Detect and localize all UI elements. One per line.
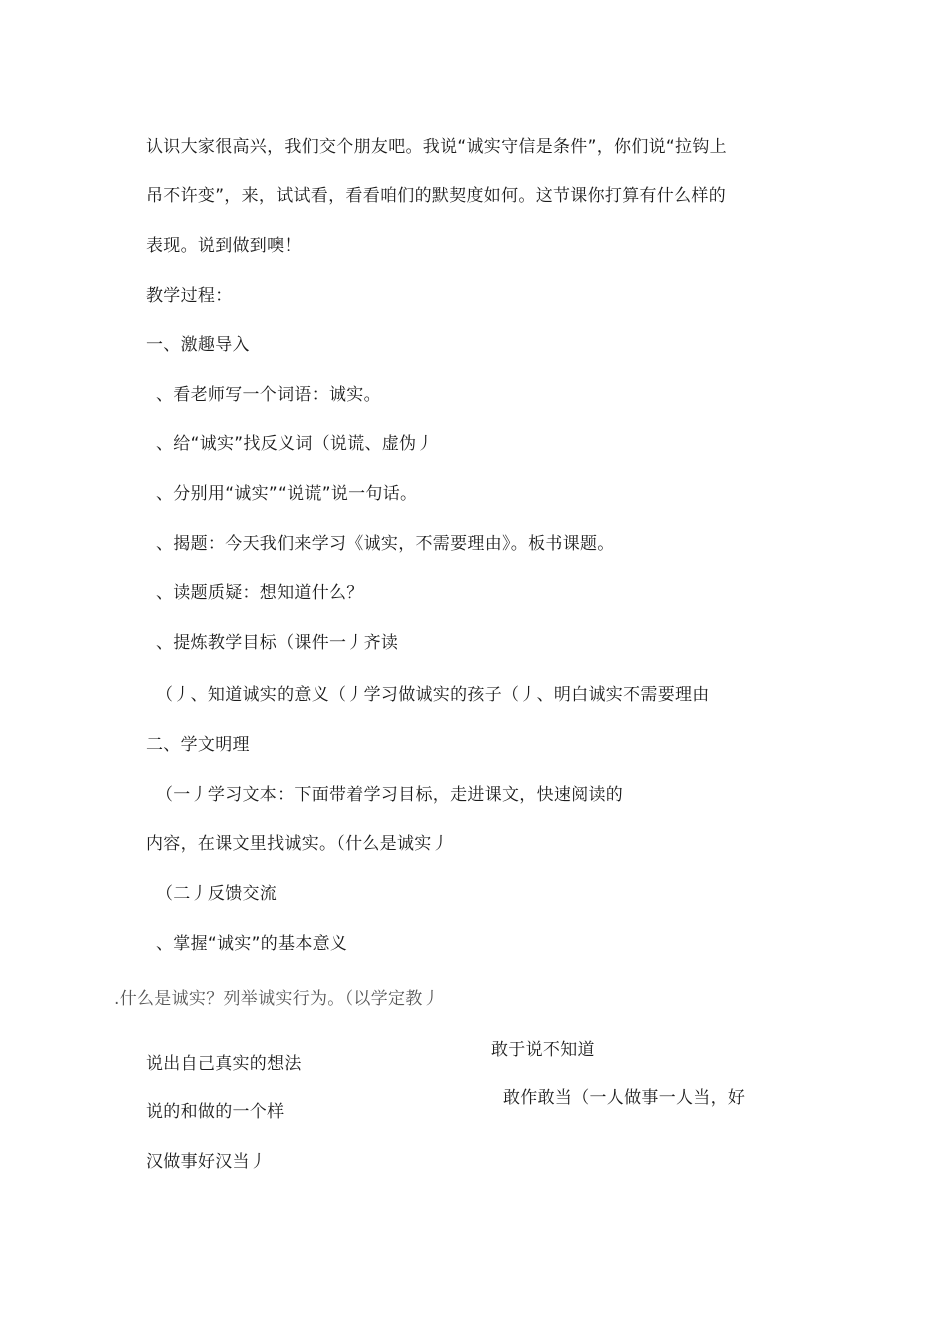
example-right-2: 敢作敢当（一人做事一人当，好	[503, 1088, 746, 1108]
section2-sub2-item: 、掌握“诚实”的基本意义	[156, 934, 348, 954]
process-heading: 教学过程：	[146, 286, 233, 306]
example-left-2: 说的和做的一个样	[146, 1102, 285, 1122]
section1-item-5: 、读题质疑：想知道什么？	[156, 583, 364, 603]
section1-item-3: 、分别用“诚实”“说谎”说一句话。	[156, 484, 418, 504]
intro-line-2: 吊不许变”，来，试试看，看看咱们的默契度如何。这节课你打算有什么样的	[146, 186, 727, 206]
section2-sub1-line-1: （一丿学习文本：下面带着学习目标，走进课文，快速阅读的	[156, 785, 624, 805]
example-left-1: 说出自己真实的想法	[146, 1054, 302, 1074]
section1-heading: 一、激趣导入	[146, 335, 250, 355]
question-line: .什么是诚实？列举诚实行为。（以学定教丿	[114, 989, 440, 1009]
section1-item-1: 、看老师写一个词语：诚实。	[156, 385, 381, 405]
section2-heading: 二、学文明理	[146, 735, 250, 755]
intro-line-1: 认识大家很高兴，我们交个朋友吧。我说“诚实守信是条件”，你们说“拉钩上	[146, 137, 727, 157]
section1-item-4: 、揭题：今天我们来学习《诚实，不需要理由》。板书课题。	[156, 534, 615, 554]
example-right-1: 敢于说不知道	[491, 1040, 595, 1060]
intro-line-3: 表现。说到做到噢！	[146, 236, 302, 256]
section1-item-2: 、给“诚实”找反义词（说谎、虚伪丿	[156, 434, 434, 454]
section1-item-6: 、提炼教学目标（课件一丿齐读	[156, 633, 399, 653]
teaching-goals: （丿、知道诚实的意义（丿学习做诚实的孩子（丿、明白诚实不需要理由	[156, 685, 710, 705]
example-left-3: 汉做事好汉当丿	[146, 1152, 268, 1172]
section2-sub2: （二丿反馈交流	[156, 884, 278, 904]
section2-sub1-line-2: 内容，在课文里找诚实。（什么是诚实丿	[146, 834, 449, 854]
